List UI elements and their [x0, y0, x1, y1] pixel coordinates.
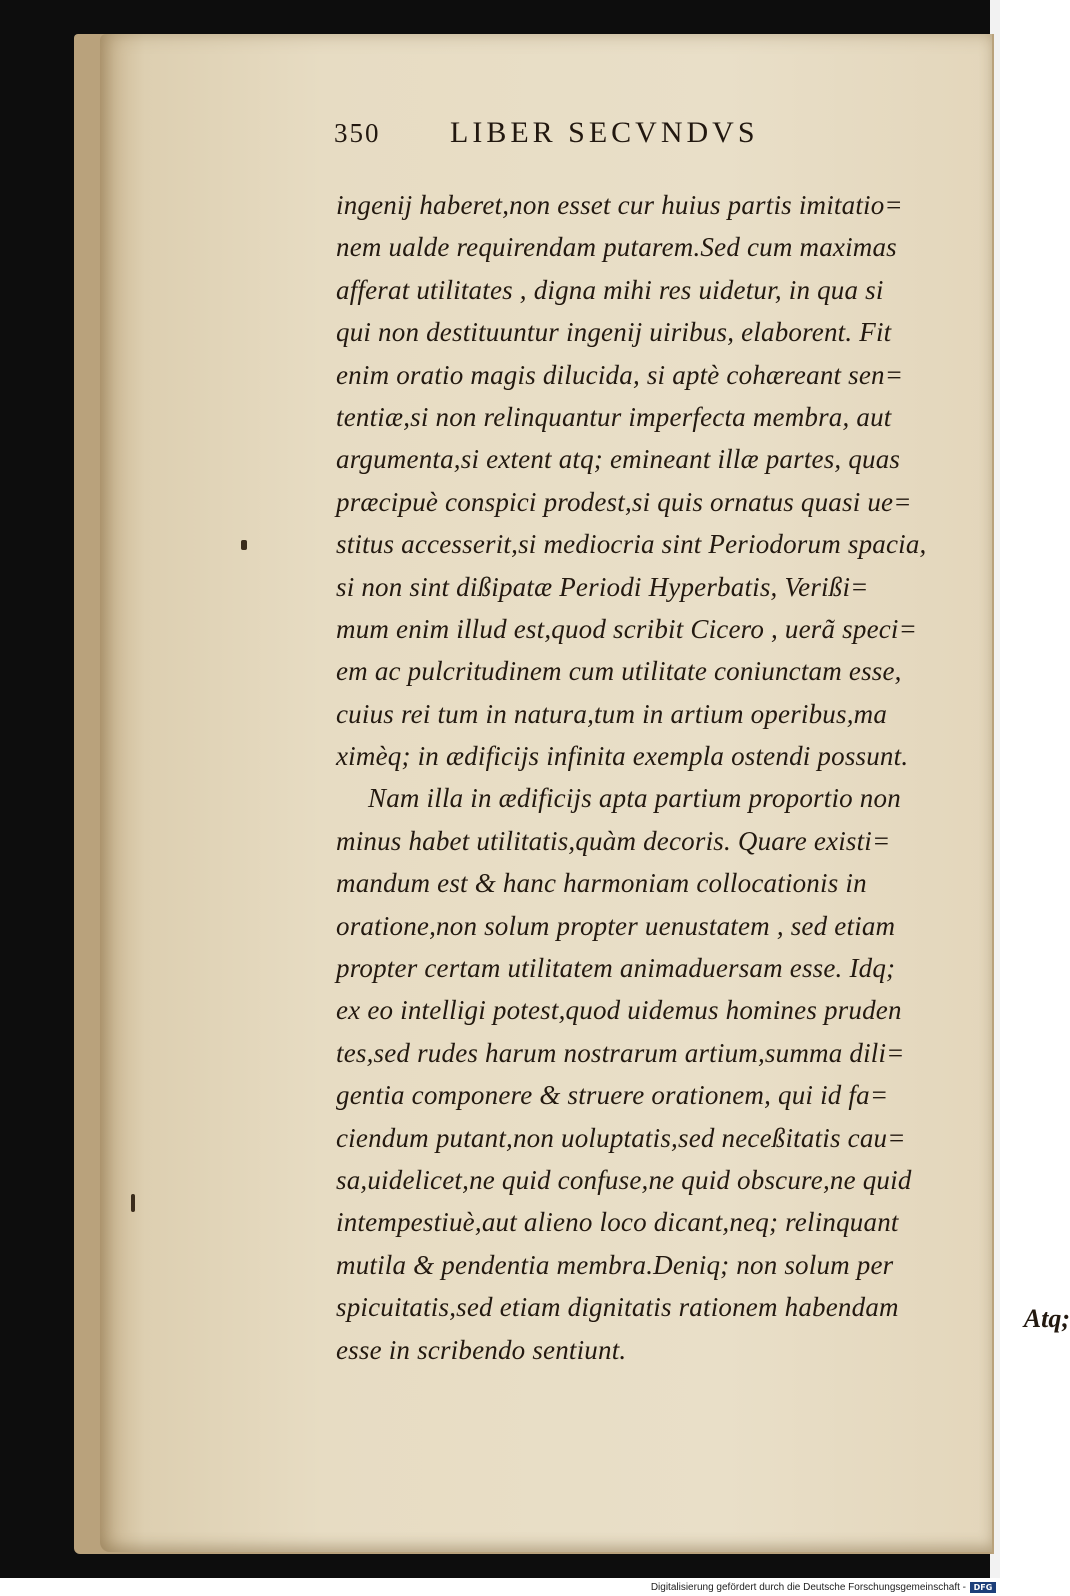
text-line: ciendum putant,non uoluptatis,sed neceßitatis cau=	[336, 1122, 906, 1153]
text-line: nem ualde requirendam putarem.Sed cum maximas	[336, 232, 897, 263]
text-line: ximèq; in ædificijs infinita exempla ostendi possunt.	[336, 741, 909, 772]
text-line: tentiæ,si non relinquantur imperfecta membra, aut	[336, 401, 892, 432]
text-line: ex eo intelligi potest,quod uidemus homines pruden	[336, 995, 902, 1026]
text-line: afferat utilitates , digna mihi res uidetur, in qua si	[336, 274, 884, 305]
text-line: si non sint dißipatæ Periodi Hyperbatis, Verißi=	[336, 571, 869, 602]
text-line: sa,uidelicet,ne quid confuse,ne quid obscure,ne quid	[336, 1164, 912, 1195]
digitization-credit	[560, 1580, 996, 1596]
text-line: em ac pulcritudinem cum utilitate coniunctam esse,	[336, 656, 902, 687]
book-page	[100, 34, 1070, 1552]
catchword: Atq;	[1023, 1304, 1070, 1333]
running-title: LIBER SECVNDVS	[450, 116, 759, 149]
text-line: enim oratio magis dilucida, si aptè cohæreant sen=	[336, 359, 904, 390]
credit-text: Digitalisierung gefördert durch die Deutsche Forschungsgemeinschaft -	[650, 1582, 966, 1593]
margin-ink-mark	[131, 1194, 135, 1212]
text-line: ingenij haberet,non esset cur huius partis imitatio=	[336, 190, 903, 220]
running-head	[334, 116, 934, 156]
text-line: cuius rei tum in natura,tum in artium operibus,ma	[336, 698, 888, 729]
text-line: mutila & pendentia membra.Deniq; non solum per	[336, 1249, 894, 1280]
text-line: gentia componere & struere orationem, qui id fa=	[336, 1080, 889, 1111]
text-line: tes,sed rudes harum nostrarum artium,summa dili=	[336, 1037, 905, 1068]
text-line: propter certam utilitatem animaduersam esse. Idq;	[336, 953, 896, 984]
text-line: stitus accesserit,si mediocria sint Periodorum spacia,	[336, 529, 927, 560]
text-line: oratione,non solum propter uenustatem , sed etiam	[336, 910, 896, 941]
page-content	[100, 34, 1070, 1552]
margin-ink-mark	[241, 540, 247, 550]
text-line: minus habet utilitatis,quàm decoris. Quare existi=	[336, 825, 891, 856]
dfg-logo-icon: DFG	[970, 1582, 996, 1593]
text-line: qui non destituuntur ingenij uiribus, elaborent. Fit	[336, 317, 892, 348]
text-line: spicuitatis,sed etiam dignitatis rationem habendam	[336, 1292, 899, 1323]
text-line: præcipuè conspici prodest,si quis ornatus quasi ue=	[336, 486, 912, 517]
paragraph-start-line: Nam illa in ædificijs apta partium proportio non	[368, 783, 901, 814]
body-text	[336, 184, 976, 1371]
text-line: mandum est & hanc harmoniam collocationis in	[336, 868, 867, 899]
page-number: 350	[334, 118, 381, 148]
text-line: argumenta,si extent atq; emineant illæ partes, quas	[336, 444, 901, 475]
text-line: mum enim illud est,quod scribit Cicero , uerã speci=	[336, 613, 918, 644]
text-line: intempestiuè,aut alieno loco dicant,neq; relinquant	[336, 1207, 899, 1238]
text-line: esse in scribendo sentiunt.	[336, 1334, 627, 1365]
